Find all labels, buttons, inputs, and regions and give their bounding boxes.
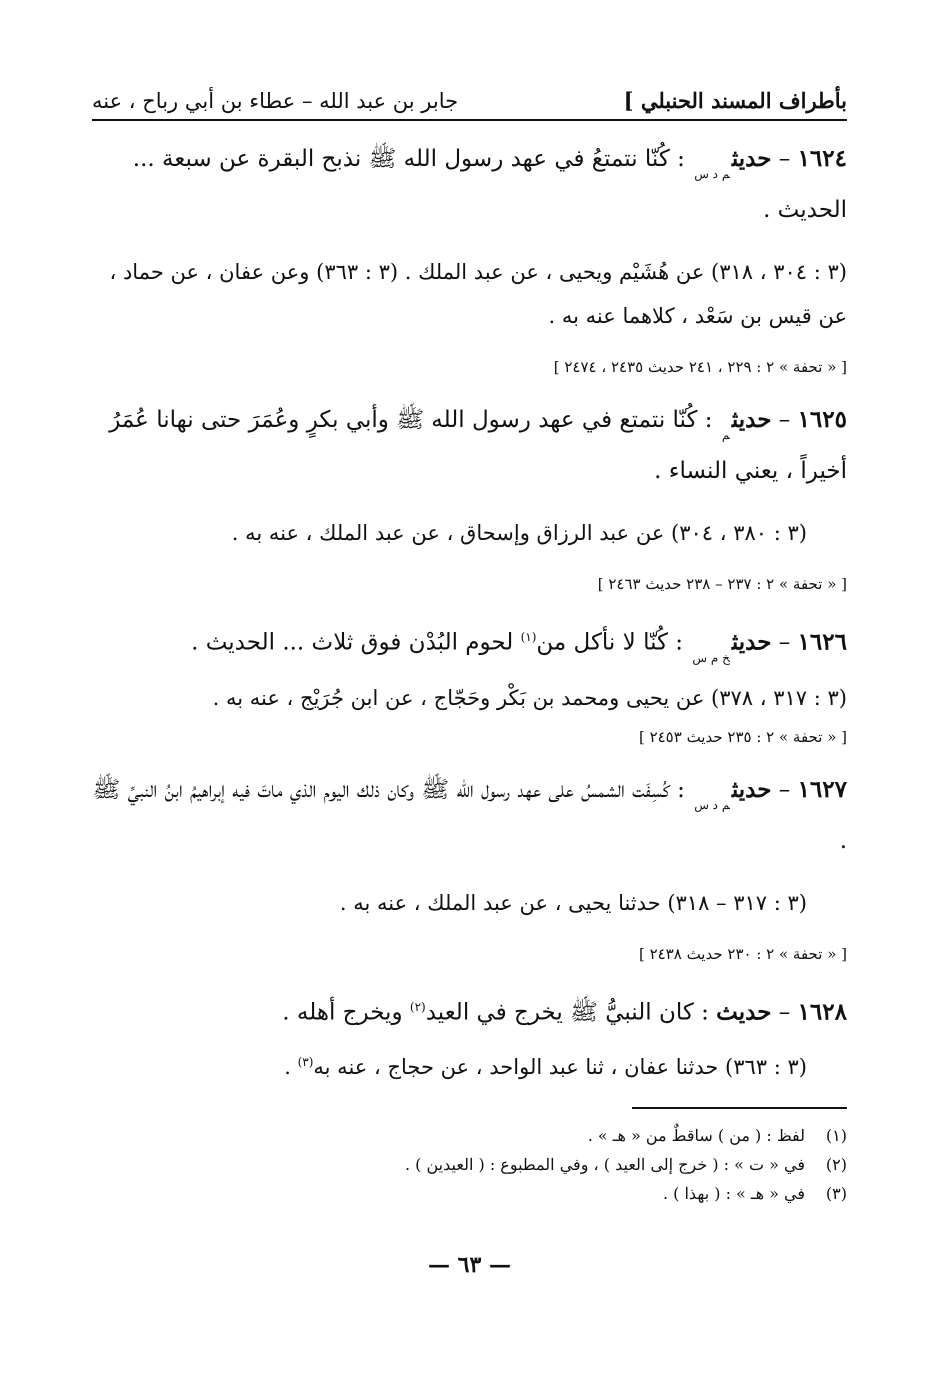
footnote-number: (٣) [825, 1184, 847, 1204]
hadith-sources: (٣ : ٣١٧ ، ٣٧٨) عن يحيى ومحمد بن بَكْر وحَجّاج ، عن ابن جُرَيْج ، عنه به . [212, 685, 847, 710]
footnote-item [92, 1150, 847, 1179]
hadith-tuhfa-reference: [ « تحفة » ٢ : ٢٢٩ ، ٢٤١ حديث ٢٤٣٥ ، ٢٤٧٤ ] [553, 358, 847, 376]
hadith-body: : كُسِفَت الشمسُ على عهد رسول الله ﷺ وكان ذلك اليوم الذي ماتَ فيه إبراهيمُ ابنُ النبيِّ ﷺ . [92, 776, 847, 854]
hadith-number: ١٦٢٦ [797, 628, 847, 656]
hadith-1626 [92, 613, 847, 752]
footnotes [92, 1121, 847, 1208]
hadith-sigla: م د س [694, 167, 730, 181]
hadith-number: ١٦٢٤ [797, 145, 847, 172]
hadith-word: حديث [716, 998, 772, 1026]
footnote-text: في « هـ » : ( بهذا ) . [662, 1184, 805, 1204]
hadith-1628 [92, 983, 847, 1090]
hadith-body: : كان النبيُّ ﷺ يخرج في العيد [425, 999, 709, 1026]
hadith-sources: (٣ : ٣٨٠ ، ٣٠٤) عن عبد الرزاق وإسحاق ، عن عبد الملك ، عنه به . [231, 521, 807, 545]
page-number: — ٦٣ — [428, 1252, 511, 1278]
footnote-number: (١) [825, 1126, 847, 1146]
hadith-1627 [92, 766, 847, 969]
hadith-sigla: م [721, 428, 730, 442]
footnote-ref[interactable]: (١) [520, 630, 537, 644]
hadith-1625 [92, 396, 847, 599]
hadith-word: حديث [731, 145, 772, 172]
hadith-text: ١٦٢٥ – حديث$_م$ : كُنّا نتمتع في عهد رسول الله ﷺ وأبي بكرٍ وعُمَرَ حتى نهانا عُمَرُ أخيراً ، يعني النساء . [109, 406, 847, 484]
hadith-text: ١٦٢٧ – حديث$_{م د س}$ : كُسِفَت الشمسُ على عهد رسول الله ﷺ وكان ذلك اليوم الذي ماتَ فيه إبراهيمُ ابنُ النبيِّ ﷺ . [92, 775, 847, 854]
hadith-sigla: خ م س [692, 650, 730, 665]
book-page [92, 88, 847, 1348]
footnote-text: لفظ : ( من ) ساقطٌ من « هـ » . [587, 1126, 805, 1146]
hadith-number: ١٦٢٥ [797, 406, 847, 433]
footnote-item [92, 1179, 847, 1208]
footnote-text: في « ت » : ( خرج إلى العيد ) ، وفي المطبوع : ( العيدين ) . [405, 1155, 805, 1175]
hadith-body: : كُنّا لا نأكل من [536, 629, 684, 656]
hadith-sources: (٣ : ٣١٧ – ٣١٨) حدثنا يحيى ، عن عبد الملك ، عنه به . [339, 890, 807, 915]
hadith-text: ١٦٢٨ – حديث : كان النبيُّ ﷺ يخرج في العيد$^{(٢)}$ ويخرج أهله . [282, 998, 847, 1026]
hadith-tuhfa-reference: [ « تحفة » ٢ : ٢٣٧ – ٢٣٨ حديث ٢٤٦٣ ] [597, 575, 847, 593]
footnote-item [92, 1121, 847, 1150]
hadith-sources: (٣ : ٣٠٤ ، ٣١٨) عن هُشَيْم ويحيى ، عن عبد الملك . (٣ : ٣٦٣) وعن عفان ، عن حماد ، عن قيس بن سَعْد ، كلاهما عنه به . [109, 260, 847, 328]
hadith-body-continued: ويخرج أهله . [282, 999, 403, 1026]
hadith-tuhfa-reference: [ « تحفة » ٢ : ٢٣٠ حديث ٢٤٣٨ ] [638, 944, 847, 963]
hadith-sources-text: (٣ : ٣٦٣) حدثنا عفان ، ثنا عبد الواحد ، عن حجاج ، عنه به [313, 1055, 807, 1080]
hadith-sources [92, 1040, 847, 1089]
hadith-tuhfa-reference: [ « تحفة » ٢ : ٢٣٥ حديث ٢٤٥٣ ] [638, 727, 847, 746]
hadith-text: ١٦٢٦ – حديث$_{خ م س}$ : كُنّا لا نأكل من$^{(١)}$ لحوم البُدْن فوق ثلاث ... الحديث . [191, 628, 847, 665]
hadith-body-continued: لحوم البُدْن فوق ثلاث ... الحديث . [191, 629, 514, 656]
hadith-sources-end: . [284, 1055, 291, 1080]
header-chain: جابر بن عبد الله – عطاء بن أبي رباح ، عنه [92, 89, 459, 113]
footnote-ref[interactable]: (٢) [409, 999, 426, 1014]
footnote-ref[interactable]: (٣) [297, 1055, 314, 1070]
hadith-number: ١٦٢٧ [797, 775, 847, 803]
footnote-divider [632, 1107, 847, 1109]
hadith-body: : كُنّا نتمتعُ في عهد رسول الله ﷺ نذبح البقرة عن سبعة ... الحديث . [132, 146, 847, 223]
footnote-number: (٢) [825, 1155, 847, 1175]
hadith-word: حديث [731, 775, 772, 803]
hadith-sigla: م د س [694, 797, 730, 812]
hadith-word: حديث [731, 628, 772, 656]
header-book-title: بأطراف المسند الحنبلي ] [623, 88, 847, 113]
hadith-body: : كُنّا نتمتع في عهد رسول الله ﷺ وأبي بكرٍ وعُمَرَ حتى نهانا عُمَرُ أخيراً ، يعني النساء . [109, 407, 847, 484]
hadith-number: ١٦٢٨ [797, 998, 847, 1026]
hadith-word: حديث [731, 406, 772, 433]
running-header [92, 88, 847, 121]
hadith-1624 [92, 135, 847, 382]
hadith-text: ١٦٢٤ – حديث$_{م د س}$ : كُنّا نتمتعُ في عهد رسول الله ﷺ نذبح البقرة عن سبعة ... الحديث . [132, 145, 847, 223]
